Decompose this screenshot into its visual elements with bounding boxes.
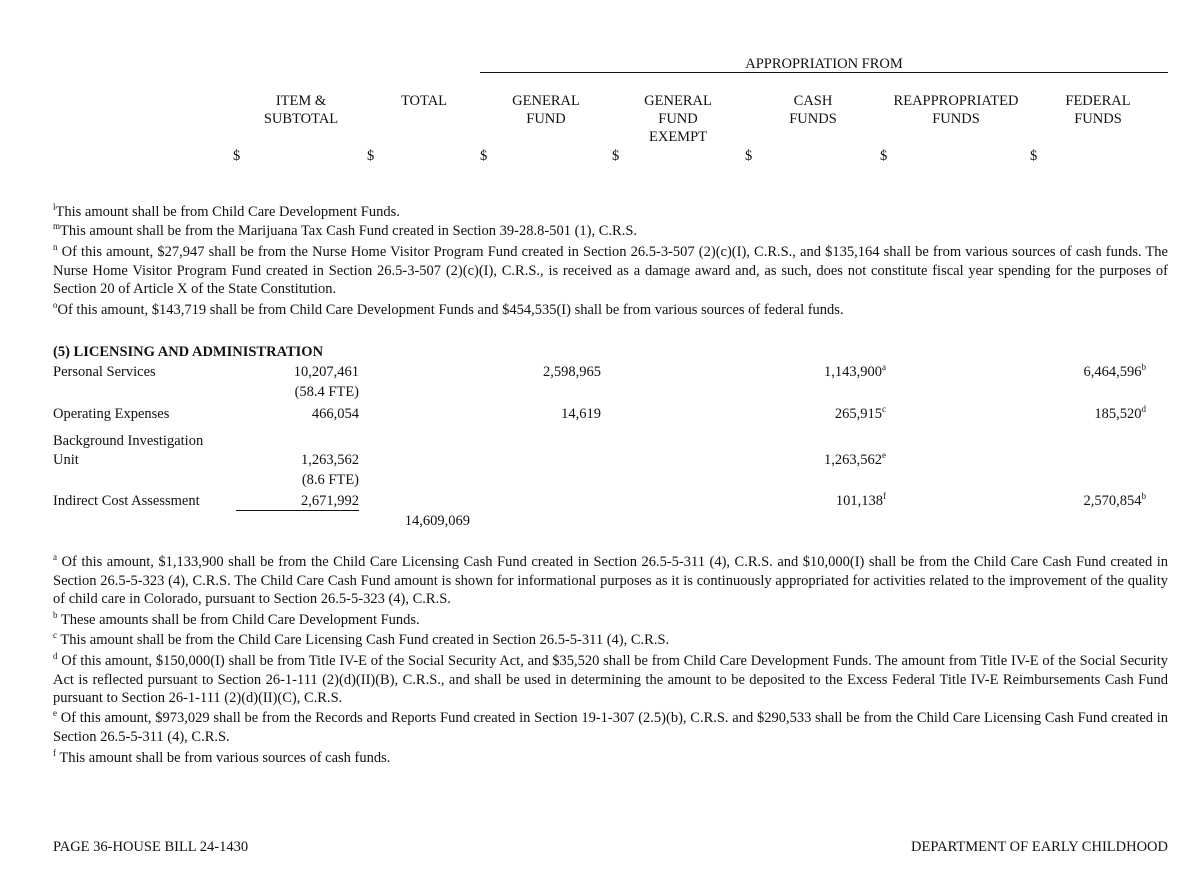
fte-background-investigation: (8.6 FTE) xyxy=(301,472,359,488)
ff-indirect-cost-assessment: 2,570,854$^b$ xyxy=(1083,491,1146,509)
row-label-background-investigation-unit: Unit xyxy=(53,452,79,468)
appropriation-from-heading: APPROPRIATION FROM xyxy=(745,56,903,72)
row-label-indirect-cost-assessment: Indirect Cost Assessment xyxy=(53,493,200,509)
col-header-general-fund: GENERAL FUND xyxy=(512,93,580,127)
cf-personal-services: 1,143,900$^a$ xyxy=(824,362,886,380)
ff-operating-expenses: 185,520$^d$ xyxy=(1094,404,1146,422)
ff-personal-services: 6,464,596$^b$ xyxy=(1083,362,1146,380)
col-header-reappropriated-funds: REAPPROPRIATED FUNDS xyxy=(893,93,1019,127)
item-indirect-cost-assessment: 2,671,992 xyxy=(301,493,359,509)
footnote-o: $^o$Of this amount, $143,719 shall be from Child Care Development Funds and $454,535(I) shall be from various sources of federal funds. xyxy=(53,300,844,318)
footnote-n: $^n$ Of this amount, $27,947 shall be from the Nurse Home Visitor Program Fund created in Section 26.5-3-507 (2)(c)(I), C.R.S., and $135,164 shall be from various sources of cash funds. The Nurse Home Visitor Program Fund created in Section 26.5-3-507 (2)(c)(I), C.R.S., is received as a damage award and, as such, does not constitute fiscal year spending for the purposes of Section 20 of Article X of the State Constitution. xyxy=(53,242,1168,297)
gf-operating-expenses: 14,619 xyxy=(561,406,601,422)
item-personal-services: 10,207,461 xyxy=(293,364,359,380)
footnote-f: $^f$ This amount shall be from various sources of cash funds. xyxy=(53,748,391,766)
appropriation-rule xyxy=(480,72,1168,73)
cf-background-investigation: 1,263,562e xyxy=(824,450,886,468)
footnote-b: $^b$ These amounts shall be from Child Care Development Funds. xyxy=(53,610,420,628)
footnote-e: $^e$ Of this amount, $973,029 shall be from the Records and Reports Fund created in Section 19-1-307 (2.5)(b), C.R.S. and $290,533 shall be from the Child Care Licensing Cash Fund created in Section 26.5-5-311 (4), C.R.S. xyxy=(53,708,1169,745)
dollar-sign: $ xyxy=(480,148,488,164)
footnote-a: $^a$ Of this amount, $1,133,900 shall be from the Child Care Licensing Cash Fund created in Section 26.5-5-311 (4), C.R.S. and $10,000(I) shall be from the Child Care Cash Fund created in Section 26.5-5-323 (4), C.R.S. The Child Care Cash Fund amount is shown for informational purposes as it is continuously appropriated for activities related to the improvement of the quality of child care in Colorado, pursuant to Section 26.5-5-323 (4), C.R.S. xyxy=(53,552,1168,607)
gf-personal-services: 2,598,965 xyxy=(543,364,601,380)
row-label-operating-expenses: Operating Expenses xyxy=(53,406,170,422)
footer-page-label: PAGE 36-HOUSE BILL 24-1430 xyxy=(53,839,249,855)
footnote-l: $^l$This amount shall be from Child Care Development Funds. xyxy=(53,202,400,220)
section-total: 14,609,069 xyxy=(404,513,470,529)
row-label-background-investigation: Background Investigation xyxy=(53,433,204,449)
dollar-sign: $ xyxy=(612,148,620,164)
footnote-m: $^m$This amount shall be from the Marijuana Tax Cash Fund created in Section 39-28.8-501 (1), C.R.S. xyxy=(53,221,638,239)
fte-personal-services: (58.4 FTE) xyxy=(294,384,359,400)
col-header-federal-funds: FEDERAL FUNDS xyxy=(1065,93,1131,127)
item-operating-expenses: 466,054 xyxy=(311,406,359,422)
dollar-sign: $ xyxy=(233,148,241,164)
dollar-sign: $ xyxy=(1030,148,1038,164)
section-title: (5) LICENSING AND ADMINISTRATION xyxy=(53,344,324,360)
dollar-sign: $ xyxy=(367,148,375,164)
footer-department: DEPARTMENT OF EARLY CHILDHOOD xyxy=(911,839,1168,855)
col-header-total: TOTAL xyxy=(400,93,448,109)
dollar-sign: $ xyxy=(880,148,888,164)
row-label-personal-services: Personal Services xyxy=(53,364,156,380)
subtotal-rule xyxy=(236,510,359,511)
footnote-d: $^d$ Of this amount, $150,000(I) shall be from Title IV-E of the Social Security Act, and $35,520 shall be from Child Care Development Funds. The amount from Title IV-E of the Social Security Act is reflected pursuant to Section 26-1-111 (2)(d)(II)(B), C.R.S., and shall be used in determining the amount to be deposited to the Excess Federal Title IV-E Reimbursements Cash Fund pursuant to Section 26-1-111 (2)(d)(II)(C), C.R.S. xyxy=(53,651,1168,706)
footnote-c: $^c$ This amount shall be from the Child Care Licensing Cash Fund created in Section 26.5-5-311 (4), C.R.S. xyxy=(53,630,670,648)
col-header-item-subtotal: ITEM & SUBTOTAL xyxy=(263,93,339,127)
col-header-cash-funds: CASH FUNDS xyxy=(789,93,837,127)
cf-indirect-cost-assessment: 101,138$^f$ xyxy=(835,491,886,509)
item-background-investigation: 1,263,562 xyxy=(301,452,359,468)
cf-operating-expenses: 265,915$^c$ xyxy=(834,404,886,422)
col-header-general-fund-exempt: GENERAL FUND EXEMPT xyxy=(644,93,712,145)
dollar-sign: $ xyxy=(745,148,753,164)
